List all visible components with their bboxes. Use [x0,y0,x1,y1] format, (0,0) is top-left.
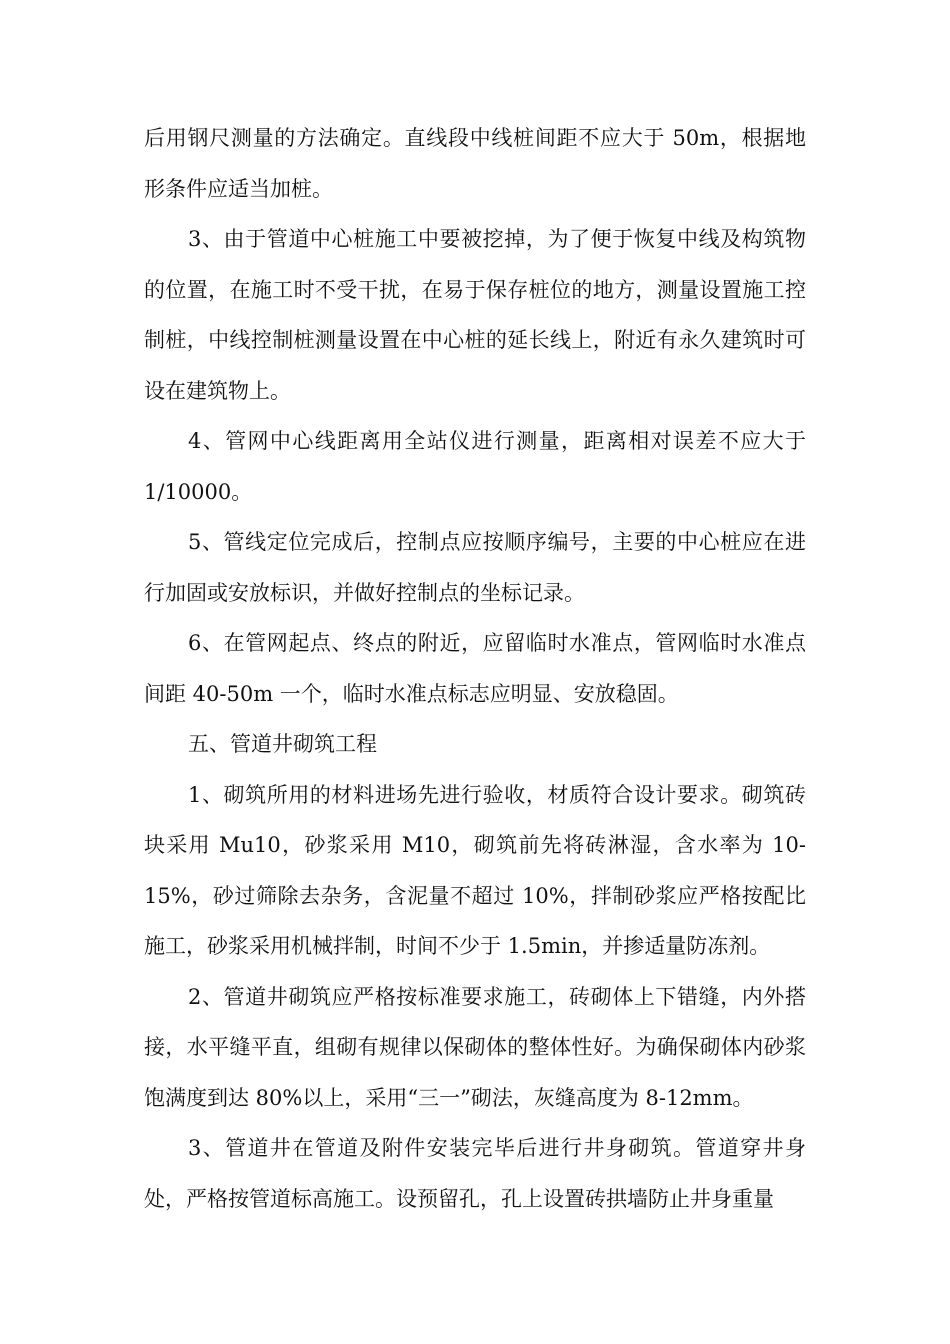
paragraph-8: 3、管道井在管道及附件安装完毕后进行井身砌筑。管道穿井身处，严格按管道标高施工。设预留孔，孔上设置砖拱墙防止井身重量 [144,1136,806,1211]
paragraph-1: 后用钢尺测量的方法确定。直线段中线桩间距不应大于 50m，根据地形条件应适当加桩。 [144,126,806,201]
paragraph-3: 4、管网中心线距离用全站仪进行测量，距离相对误差不应大于 1/10000。 [144,429,806,504]
paragraph-4: 5、管线定位完成后，控制点应按顺序编号，主要的中心桩应在进行加固或安放标识，并做好控制点的坐标记录。 [144,530,806,605]
paragraph-5: 6、在管网起点、终点的附近，应留临时水准点，管网临时水准点间距 40-50m 一个，临时水准点标志应明显、安放稳固。 [144,631,806,706]
section-heading: 五、管道井砌筑工程 [188,732,377,756]
paragraph-6: 1、砌筑所用的材料进场先进行验收，材质符合设计要求。砌筑砖块采用 Mu10，砂浆采用 M10，砌筑前先将砖淋湿，含水率为 10-15%，砂过筛除去杂务，含泥量不超过 10%，拌制砂浆应严格按配比施工，砂浆采用机械拌制，时间不少于 1.5min，并掺适量防冻剂。 [144,782,806,958]
paragraph-2: 3、由于管道中心桩施工中要被挖掉，为了便于恢复中线及构筑物的位置，在施工时不受干扰，在易于保存桩位的地方，测量设置施工控制桩，中线控制桩测量设置在中心桩的延长线上，附近有永久建筑时可设在建筑物上。 [144,227,806,403]
body-text [144,113,806,1224]
paragraph-7: 2、管道井砌筑应严格按标准要求施工，砖砌体上下错缝，内外搭接，水平缝平直，组砌有规律以保砌体的整体性好。为确保砌体内砂浆饱满度到达 80%以上，采用“三一”砌法，灰缝高度为 8-12mm。 [144,984,806,1110]
